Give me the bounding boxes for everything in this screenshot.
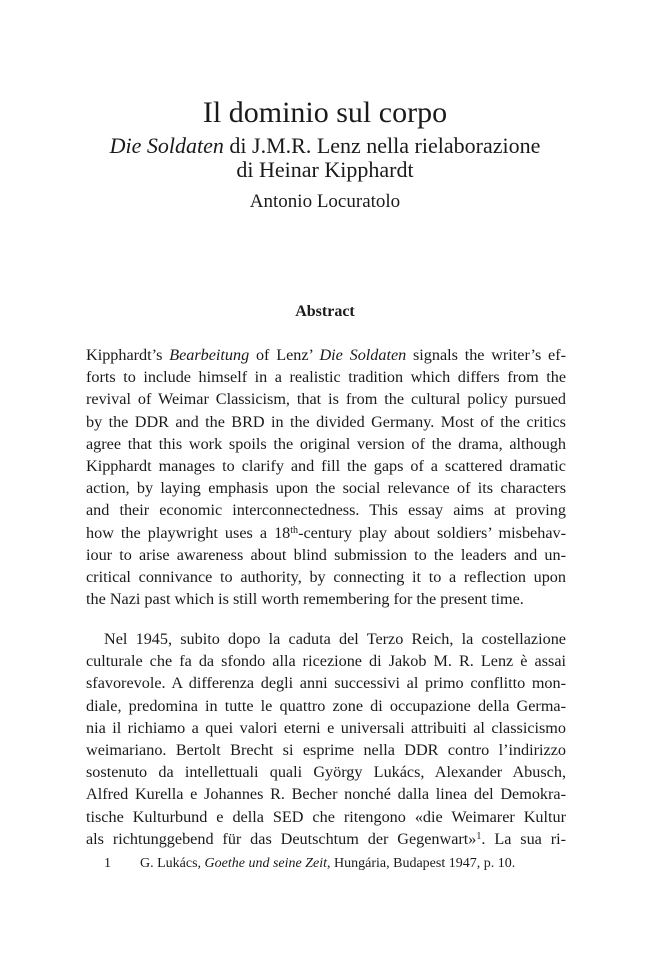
- abstract-text: and their economic interconnectedness. This essay aims at proving: [86, 501, 566, 520]
- abstract-text: revival of Weimar Classicism, that is from the cultural policy pursued: [86, 390, 566, 409]
- abstract-text: Kipphardt manages to clarify and fill the gaps of a scattered dramatic: [86, 456, 566, 475]
- abstract-text: -century play about soldiers’ misbehav-: [298, 523, 566, 542]
- abstract-line: [86, 433, 566, 455]
- abstract-heading: Abstract: [295, 303, 355, 320]
- body-text: diale, predomina in tutte le quattro zone di occupazione della Germa-: [86, 696, 566, 715]
- abstract-text: how the playwright uses a 18: [86, 523, 291, 542]
- subtitle-rest: di J.M.R. Lenz nella rielaborazione: [223, 133, 541, 158]
- footnote-cited-work: Goethe und seine Zeit: [204, 856, 328, 871]
- abstract-line: [86, 522, 566, 544]
- footnote: [104, 855, 564, 873]
- abstract-line: [86, 455, 566, 477]
- abstract-text: signals the writer’s ef-: [406, 346, 566, 364]
- body-text: Nel 1945, subito dopo la caduta del Terzo Reich, la costellazione: [104, 630, 566, 648]
- body-text: sostenuto da intellettuali quali György Lukács, Alexander Abusch,: [86, 763, 566, 782]
- abstract-line: [86, 499, 566, 521]
- body-line: [86, 828, 566, 850]
- footnote-text-before: G. Lukács,: [140, 856, 205, 871]
- abstract-text: critical connivance to authority, by connecting it to a reflection upon: [86, 567, 566, 586]
- paper-subtitle: [0, 134, 650, 182]
- body-text: nia il richiamo a quei valori eterni e universali attribuiti al classicismo: [86, 718, 566, 737]
- abstract-text: iour to arise awareness about blind submission to the leaders and un-: [86, 545, 566, 564]
- abstract-line: [86, 366, 566, 388]
- abstract-superscript: th: [290, 524, 299, 536]
- abstract-text: by the DDR and the BRD in the divided Germany. Most of the critics: [86, 412, 566, 431]
- body-line: [86, 717, 566, 739]
- subtitle-line-1: [0, 134, 650, 158]
- paper-title: Il dominio sul corpo: [202, 96, 448, 129]
- body-line: [86, 806, 566, 828]
- body-line: [86, 783, 566, 805]
- body-line: [86, 739, 566, 761]
- body-line: [86, 672, 566, 694]
- body-text: . La sua ri-: [481, 829, 566, 848]
- footnote-number: 1: [104, 856, 111, 871]
- abstract-paragraph: [86, 344, 566, 610]
- abstract-text: action, by laying emphasis upon the social relevance of its characters: [86, 479, 566, 498]
- abstract-line: [86, 566, 566, 588]
- abstract-line: [86, 588, 566, 610]
- abstract-text: of Lenz’: [249, 346, 320, 364]
- subtitle-work-title: Die Soldaten: [109, 133, 224, 158]
- body-line: [86, 628, 566, 650]
- abstract-line: [86, 544, 566, 566]
- paper-author: Antonio Locuratolo: [249, 191, 401, 212]
- abstract-text: Kipphardt’s: [86, 346, 170, 364]
- body-text: weimariano. Bertolt Brecht si esprime nella DDR contro l’indirizzo: [86, 740, 566, 759]
- body-line: [86, 761, 566, 783]
- abstract-text: forts to include himself in a realistic tradition which differs from the: [86, 368, 566, 387]
- abstract-text: the Nazi past which is still worth remembering for the present time.: [86, 590, 524, 609]
- abstract-text: agree that this work spoils the original version of the drama, although: [86, 434, 566, 453]
- abstract-line: [86, 388, 566, 410]
- body-line: [86, 695, 566, 717]
- footnote-text-after: , Hungária, Budapest 1947, p. 10.: [327, 856, 516, 871]
- body-text: als richtunggebend für das Deutschtum der Gegenwart»: [86, 829, 477, 848]
- body-text: sfavorevole. A differenza degli anni successivi al primo conflitto mon-: [86, 674, 566, 693]
- body-text: culturale che fa da sfondo alla ricezione di Jakob M. R. Lenz è assai: [86, 652, 566, 671]
- abstract-italic-text: Bearbeitung: [169, 346, 250, 364]
- body-superscript: 1: [476, 830, 482, 842]
- body-line: [86, 650, 566, 672]
- abstract-line: [86, 411, 566, 433]
- body-text: Alfred Kurella e Johannes R. Becher nonché dalla linea del Demokra-: [86, 785, 566, 804]
- body-paragraph: [86, 628, 566, 850]
- subtitle-line-2: di Heinar Kipphardt: [236, 157, 414, 182]
- body-text: tische Kulturbund e della SED che ritengono «die Weimarer Kultur: [86, 807, 566, 826]
- abstract-line: [86, 344, 566, 366]
- abstract-line: [86, 477, 566, 499]
- abstract-italic-text: Die Soldaten: [319, 346, 407, 364]
